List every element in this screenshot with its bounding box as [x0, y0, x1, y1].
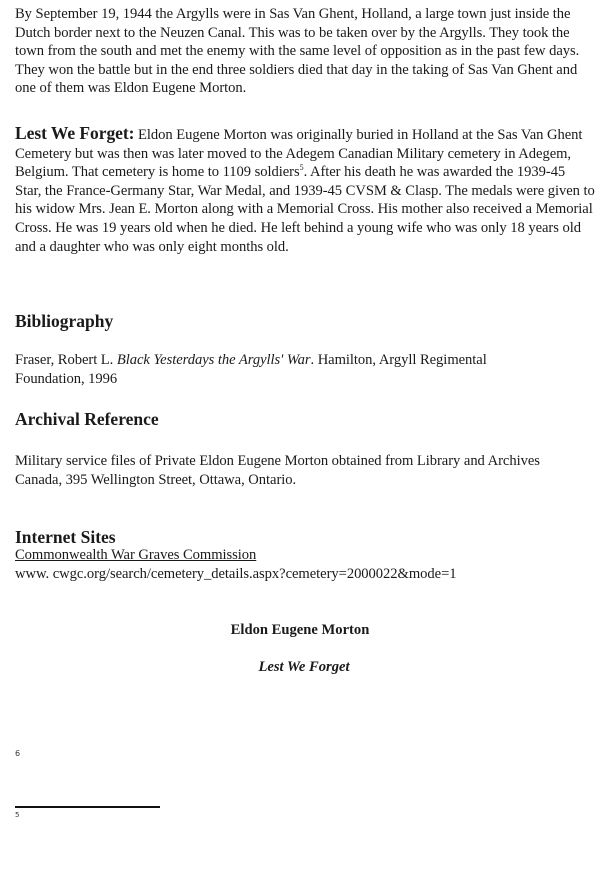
footnote-number: 5 [15, 811, 20, 819]
internet-heading: Internet Sites [15, 527, 116, 547]
archival-text: Military service files of Private Eldon Eugene Morton obtained from Library and Archives Canada, 395 Wellington Street, Ottawa, Ontario. [15, 453, 540, 488]
footnote-separator [15, 806, 160, 808]
cwgc-link[interactable]: Commonwealth War Graves Commission [15, 547, 257, 563]
archival-section [15, 409, 595, 429]
intro-paragraph [15, 5, 595, 98]
bibliography-section [15, 311, 595, 331]
lest-we-forget-lead: Lest We Forget: [15, 123, 135, 143]
archival-heading: Archival Reference [15, 409, 159, 429]
bibliography-heading: Bibliography [15, 311, 114, 331]
lest-we-forget-paragraph [15, 124, 595, 256]
intro-text: By September 19, 1944 the Argylls were in Sas Van Ghent, Holland, a large town just inside the Dutch border next to the Neuzen Canal. This was to be taken over by the Argylls. They took the town from the south and met the enemy with the same level of opposition as in the past few days. They won the battle but in the end three soldiers died that day in the taking of Sas Van Ghent and one of them was Eldon Eugene Morton. [15, 6, 580, 97]
bibliography-title: Black Yesterdays the Argylls' War [116, 352, 311, 368]
signature-tagline-text: Lest We Forget [258, 659, 350, 675]
bibliography-entry [15, 351, 595, 388]
signature-tagline [0, 658, 600, 676]
bibliography-author: Fraser, Robert L. [15, 352, 117, 368]
lest-we-forget-text-1: Eldon Eugene Morton was originally buried in Holland at the Sas Van Ghent Cemetery but was then was later moved to the Adegem Canadian Military cemetery in Adegem, Belgium. That cemetery is home to 1109 soldiers [15, 127, 583, 181]
signature-name [0, 621, 600, 639]
signature-name-text: Eldon Eugene Morton [230, 622, 370, 638]
footnote-reference[interactable]: 5 [299, 163, 304, 173]
bibliography-publisher: . Hamilton, Argyll Regimental Foundation, 1996 [15, 352, 487, 387]
archival-entry [15, 452, 595, 489]
page-number: 6 [15, 749, 21, 758]
lest-we-forget-text-2: . After his death he was awarded the 1939-45 Star, the France-Germany Star, War Medal, and 1939-45 CVSM & Clasp. The medals were given to his widow Mrs. Jean E. Morton along with a Memorial Cross. His mother also received a Memorial Cross. He was 19 years old when he died. He left behind a young wife who was only 18 years old and a daughter who was only eight months old. [15, 164, 595, 255]
internet-section [15, 527, 595, 583]
cwgc-url: www. cwgc.org/search/cemetery_details.aspx?cemetery=2000022&mode=1 [15, 565, 457, 582]
